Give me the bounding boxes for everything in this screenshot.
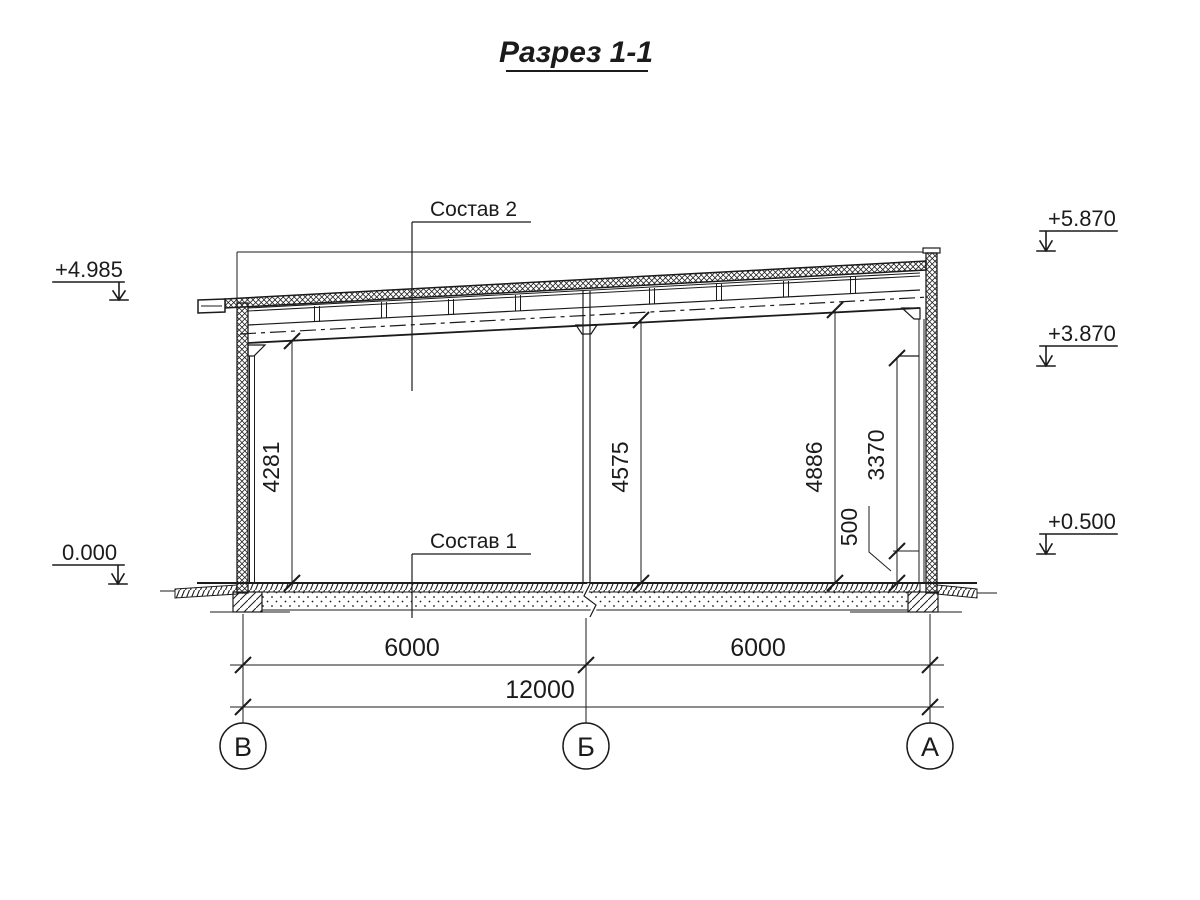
page-title: Разрез 1-1 [498, 36, 654, 69]
dim-bay2: 6000 [730, 634, 786, 662]
elevation-value: +4.985 [55, 257, 123, 282]
elevation-value: 0.000 [62, 540, 118, 565]
elevation-left-zero [53, 540, 127, 584]
dim-height-wall [863, 350, 919, 591]
elevation-right-mid [1037, 321, 1117, 366]
roof-assembly [198, 261, 930, 343]
dim-height-base [836, 506, 891, 571]
right-wall [926, 253, 937, 593]
dim-bay1: 6000 [384, 634, 440, 662]
left-foundation [233, 592, 262, 612]
elevation-value: +5.870 [1048, 206, 1116, 231]
elevation-value: +3.870 [1048, 321, 1116, 346]
middle-column [576, 291, 597, 583]
left-bracket [248, 345, 265, 356]
dim-value: 500 [836, 507, 862, 547]
elevation-value: +0.500 [1048, 509, 1116, 534]
left-wall [237, 303, 248, 593]
elevation-right-low [1037, 509, 1117, 554]
dim-value: 4575 [607, 441, 633, 493]
right-apron [937, 585, 977, 598]
elevation-left-top [53, 257, 128, 300]
grid-axes [220, 723, 953, 769]
elevation-marks [53, 206, 1117, 584]
elevation-right-top [1037, 206, 1117, 251]
horizontal-dimensions [230, 614, 944, 723]
axis-label-b: Б [577, 732, 595, 762]
dim-value: 3370 [863, 429, 889, 481]
parapet-cap [923, 248, 940, 253]
dim-height-right [801, 302, 843, 591]
right-foundation [908, 592, 938, 612]
roof-composition-label: Состав 2 [430, 198, 518, 221]
roof-insulation-band [225, 261, 926, 308]
axis-label-a: А [920, 732, 940, 762]
floor-composition-label: Состав 1 [430, 530, 518, 553]
dim-height-mid [607, 312, 649, 591]
dim-total: 12000 [505, 676, 575, 704]
right-wall-assembly [899, 248, 940, 593]
composition-labels [412, 198, 531, 618]
dim-value: 4886 [801, 441, 827, 493]
left-apron [175, 585, 237, 598]
dim-height-left [258, 333, 300, 591]
vertical-dimensions [258, 302, 919, 591]
title-block [499, 36, 653, 71]
dim-value: 4281 [258, 441, 284, 493]
axis-label-v: В [233, 732, 253, 762]
